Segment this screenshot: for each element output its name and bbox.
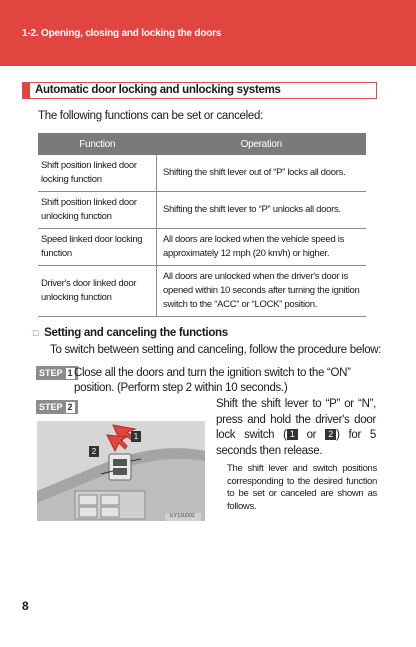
table-header-row — [38, 133, 366, 155]
column-header-function: Function — [38, 133, 157, 155]
step-badge-label: STEP — [39, 402, 63, 412]
setting-heading-text: Setting and canceling the functions — [44, 327, 228, 339]
step-badge-number: 2 — [67, 402, 73, 412]
step-1-badge — [36, 366, 78, 380]
operation-cell: Shifting the shift lever to “P” unlocks all doors. — [157, 192, 367, 229]
function-cell: Driver's door linked door unlocking function — [38, 266, 157, 317]
section-title-box — [22, 82, 377, 99]
step-1-text: Close all the doors and turn the ignition switch to the “ON” position. (Perform step 2 within 10 seconds.) — [74, 367, 351, 394]
function-cell: Speed linked door locking function — [38, 229, 157, 266]
operation-cell: Shifting the shift lever out of “P” locks all doors. — [157, 155, 367, 192]
table-row — [38, 229, 366, 266]
intro-text: The following functions can be set or canceled: — [38, 110, 263, 122]
operation-cell: All doors are unlocked when the driver's door is opened within 10 seconds after turning the ignition switch to the “ACC” or “LOCK” position. — [157, 266, 367, 317]
step-2-text-b: ) for 5 seconds then release. — [216, 429, 376, 457]
operation-cell: All doors are locked when the vehicle speed is approximately 12 mph (20 km/h) or higher. — [157, 229, 367, 266]
page-number: 8 — [22, 599, 29, 613]
switch-ref-1: 1 — [287, 429, 298, 440]
table-row — [38, 192, 366, 229]
section-title-marker — [23, 83, 30, 98]
callout-2: 2 — [89, 446, 99, 457]
table-row — [38, 155, 366, 192]
table-row — [38, 266, 366, 317]
column-header-operation: Operation — [157, 133, 367, 155]
bullet-icon: □ — [33, 328, 39, 338]
section-title: Automatic door locking and unlocking systems — [35, 84, 281, 96]
step-2-text-a: Shift the shift lever to “P” or “N”, press and hold the driver's door lock switch ( — [216, 398, 376, 441]
step-2-note: The shift lever and switch positions corresponding to the desired function to be set or canceled are shown as follows. — [227, 463, 377, 512]
step-badge-number: 1 — [67, 368, 73, 378]
callout-1: 1 — [131, 431, 141, 442]
step-2-text-or: or — [297, 429, 326, 441]
step-badge-label: STEP — [39, 368, 63, 378]
function-cell: Shift position linked door unlocking function — [38, 192, 157, 229]
step-2-badge — [36, 400, 78, 414]
figure-code: ILY13U002 — [170, 513, 195, 519]
setting-body: To switch between setting and canceling, follow the procedure below: — [50, 344, 382, 356]
setting-heading — [33, 327, 228, 339]
step-2-text — [216, 397, 376, 459]
door-switch-illustration — [37, 421, 205, 521]
switch-ref-2: 2 — [325, 429, 336, 440]
header-bar — [0, 0, 416, 66]
section-label: 1-2. Opening, closing and locking the doors — [22, 28, 222, 39]
function-table — [38, 133, 366, 317]
function-cell: Shift position linked door locking function — [38, 155, 157, 192]
